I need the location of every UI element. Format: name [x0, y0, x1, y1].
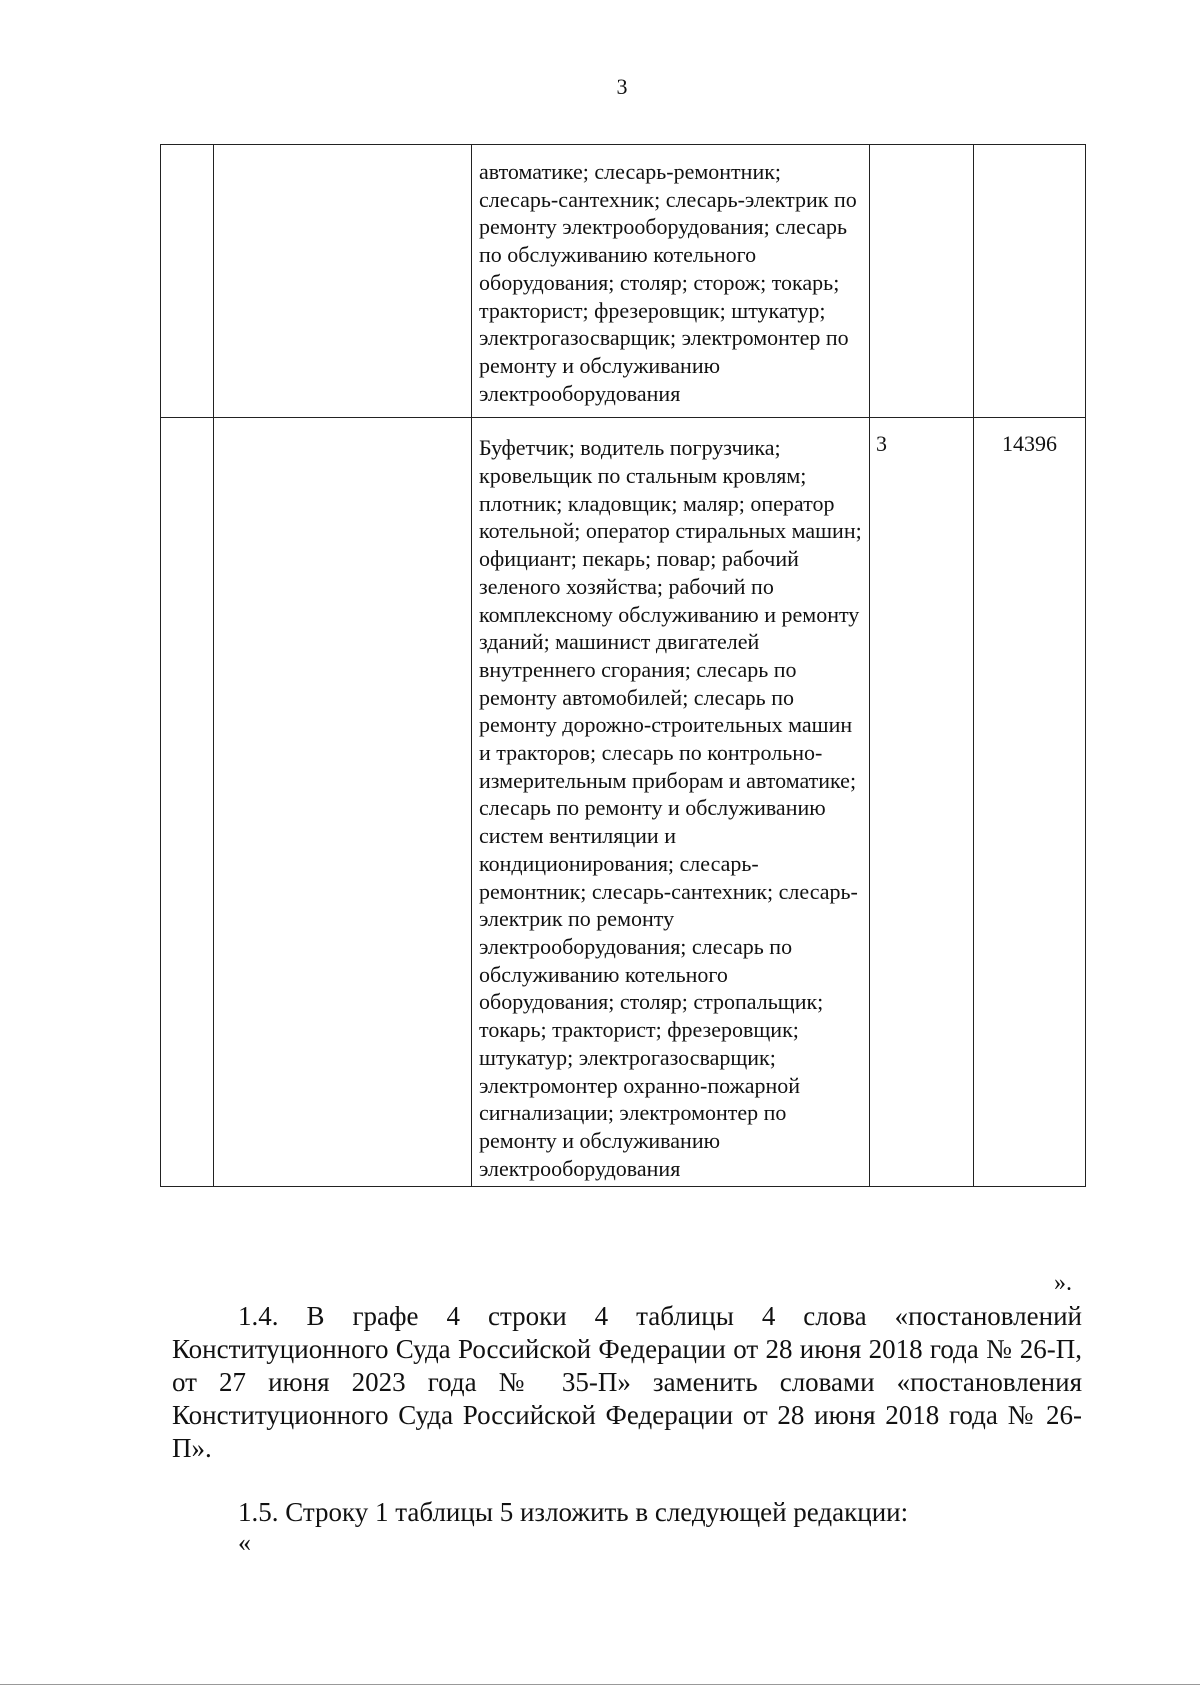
group-value: 3	[876, 431, 887, 457]
professions-text: Буфетчик; водитель погрузчика; кровельщик по стальным кровлям; плотник; кладовщик; маляр; оператор котельной; оператор стиральных машин; официант; пекарь; повар; рабочий зеленого хозяйства; рабочий по комплексному обслуживанию и ремонту зданий; машинист двигателей внутреннего сгорания; слесарь по ремонту автомобилей; слесарь по ремонту дорожно-строительных машин и тракторов; слесарь по контрольно-измерительным приборам и автоматике; слесарь по ремонту и обслуживанию систем вентиляции и кондиционирования; слесарь-ремонтник; слесарь-сантехник; слесарь-электрик по ремонту электрооборудования; слесарь по обслуживанию котельного оборудования; столяр; стропальщик; токарь; тракторист; фрезеровщик; штукатур; электрогазосварщик; электромонтер охранно-пожарной сигнализации; электромонтер по ремонту и обслуживанию электрооборудования	[479, 435, 862, 1181]
paragraph-1-5	[172, 1496, 1082, 1529]
amount-value	[974, 145, 1085, 157]
professions-table	[160, 144, 1086, 1187]
table-cell-col1	[161, 418, 214, 1187]
amount-value: 14396	[1002, 431, 1057, 457]
table-cell-professions	[472, 418, 870, 1187]
table-cell-group	[870, 145, 974, 418]
table-cell-col1	[161, 145, 214, 418]
opening-quote: «	[238, 1528, 251, 1557]
professions-text: автоматике; слесарь-ремонтник; слесарь-сантехник; слесарь-электрик по ремонту электрооборудования; слесарь по обслуживанию котельного оборудования; столяр; сторож; токарь; тракторист; фрезеровщик; штукатур; электрогазосварщик; электромонтер по ремонту и обслуживанию электрооборудования	[479, 159, 857, 406]
page-number: 3	[616, 74, 628, 99]
table-cell-professions	[472, 145, 870, 418]
closing-quote: ».	[1054, 1270, 1072, 1296]
table-cell-amount	[974, 145, 1086, 418]
table-cell-amount	[974, 418, 1086, 1187]
table-row	[161, 418, 1086, 1187]
table-cell-col2	[214, 145, 472, 418]
paragraph-1-5-text: 1.5. Строку 1 таблицы 5 изложить в следующей редакции:	[238, 1497, 909, 1527]
table-cell-group	[870, 418, 974, 1187]
table-row	[161, 145, 1086, 418]
group-value	[870, 145, 973, 157]
paragraph-1-4	[172, 1300, 1082, 1465]
paragraph-1-4-text: 1.4. В графе 4 строки 4 таблицы 4 слова «постановлений Конституционного Суда Российской Федерации от 28 июня 2018 года № 26-П, от 27 июня 2023 года № 35-П» заменить словами «постановления Конституционного Суда Российской Федерации от 28 июня 2018 года № 26-П».	[172, 1301, 1082, 1463]
scan-edge-line	[0, 1684, 1200, 1685]
table-cell-col2	[214, 418, 472, 1187]
